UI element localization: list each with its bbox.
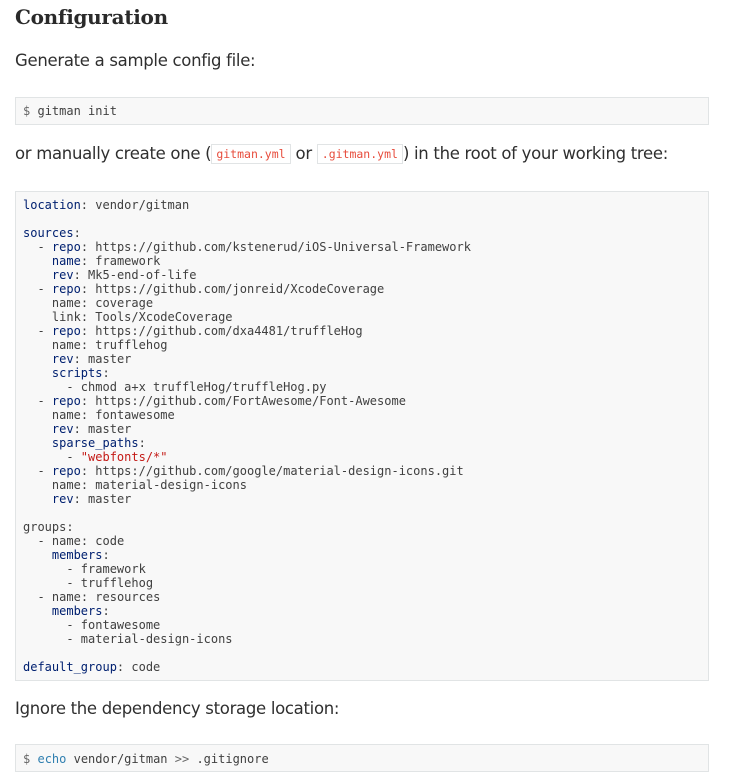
config-line — [23, 310, 701, 324]
manual-create-text — [15, 143, 668, 166]
config-line — [23, 618, 701, 632]
config-line — [23, 590, 701, 604]
config-line — [23, 296, 701, 310]
ignore-text: Ignore the dependency storage location: — [15, 699, 340, 718]
config-line — [23, 660, 701, 674]
config-line — [23, 436, 701, 450]
config-separator: : — [73, 492, 89, 506]
config-indent — [23, 478, 52, 492]
config-key: name — [51, 254, 81, 268]
config-indent — [23, 604, 52, 618]
config-indent: - — [23, 534, 52, 548]
config-key: sources — [23, 226, 74, 240]
config-line — [23, 520, 701, 534]
config-key: repo — [51, 464, 81, 478]
config-indent — [23, 338, 52, 352]
config-separator: : — [80, 394, 96, 408]
config-separator: : — [73, 226, 81, 240]
config-key: repo — [51, 324, 81, 338]
echo-builtin: echo — [37, 752, 67, 766]
config-separator: : — [80, 282, 96, 296]
config-line — [23, 352, 701, 366]
config-line — [23, 450, 701, 464]
config-indent: - — [23, 394, 52, 408]
config-value: "webfonts/*" — [80, 450, 168, 464]
config-value: master — [88, 492, 132, 506]
redirect-operator: >> — [174, 752, 190, 766]
shell-prompt: $ — [23, 752, 31, 766]
config-separator: : — [80, 324, 96, 338]
config-key: name — [51, 478, 81, 492]
config-key: rev — [51, 352, 74, 366]
config-key: name — [51, 296, 81, 310]
config-value: Mk5-end-of-life — [88, 268, 197, 282]
config-line — [23, 240, 701, 254]
config-line — [23, 464, 701, 478]
config-line — [23, 562, 701, 576]
config-separator: : — [102, 604, 110, 618]
config-indent: - — [23, 380, 81, 394]
config-value: master — [88, 352, 132, 366]
redirect-target: .gitignore — [196, 752, 269, 766]
config-indent — [23, 254, 52, 268]
intro-text: Generate a sample config file: — [15, 51, 256, 70]
config-indent: - — [23, 576, 81, 590]
config-value: vendor/gitman — [95, 198, 190, 212]
manual-text-before: or manually create one ( — [15, 144, 212, 163]
config-key: name — [51, 534, 81, 548]
config-separator: : — [66, 520, 74, 534]
config-value: code — [95, 534, 125, 548]
config-indent — [23, 296, 52, 310]
config-value: master — [88, 422, 132, 436]
config-value: chmod a+x truffleHog/truffleHog.py — [80, 380, 327, 394]
config-key: rev — [51, 268, 74, 282]
config-indent: - — [23, 618, 81, 632]
config-line — [23, 408, 701, 422]
config-value: code — [131, 660, 161, 674]
config-key: repo — [51, 240, 81, 254]
config-separator: : — [138, 436, 146, 450]
config-separator: : — [80, 198, 96, 212]
config-line — [23, 604, 701, 618]
config-line — [23, 548, 701, 562]
config-indent: - — [23, 324, 52, 338]
config-indent: - — [23, 464, 52, 478]
config-line — [23, 268, 701, 282]
config-value: https://github.com/dxa4481/truffleHog — [95, 324, 363, 338]
config-separator: : — [116, 660, 132, 674]
config-indent — [23, 436, 52, 450]
config-key: rev — [51, 492, 74, 506]
init-code-block — [15, 97, 709, 125]
config-line — [23, 366, 701, 380]
config-line — [23, 646, 701, 660]
config-indent — [23, 310, 52, 324]
config-value: trufflehog — [95, 338, 168, 352]
config-separator: : — [80, 254, 96, 268]
config-indent — [23, 422, 52, 436]
echo-args: vendor/gitman — [73, 752, 168, 766]
shell-prompt: $ — [23, 104, 31, 118]
config-line — [23, 338, 701, 352]
config-indent — [23, 366, 52, 380]
config-separator: : — [80, 338, 96, 352]
config-value: material-design-icons — [80, 632, 233, 646]
config-key: scripts — [51, 366, 103, 380]
config-line — [23, 282, 701, 296]
config-separator: : — [80, 464, 96, 478]
config-indent — [23, 352, 52, 366]
config-value: https://github.com/kstenerud/iOS-Universal-Framework — [95, 240, 471, 254]
config-line — [23, 254, 701, 268]
config-key: members — [51, 604, 103, 618]
config-line — [23, 576, 701, 590]
config-line — [23, 478, 701, 492]
config-line — [23, 492, 701, 506]
config-line — [23, 212, 701, 226]
config-key: rev — [51, 422, 74, 436]
config-value: https://github.com/FortAwesome/Font-Awesome — [95, 394, 406, 408]
config-separator: : — [80, 534, 96, 548]
ignore-code-block — [15, 744, 709, 772]
inline-code-dot-gitman-yml: .gitman.yml — [317, 144, 403, 164]
config-key: repo — [51, 394, 81, 408]
config-line — [23, 534, 701, 548]
inline-code-gitman-yml: gitman.yml — [211, 144, 290, 164]
config-key: name — [51, 408, 81, 422]
manual-text-after: ) in the root of your working tree: — [402, 144, 668, 163]
config-separator: : — [80, 296, 96, 310]
config-separator: : — [73, 352, 89, 366]
config-indent — [23, 492, 52, 506]
config-separator: : — [80, 310, 96, 324]
page-heading: Configuration — [15, 5, 168, 29]
config-line — [23, 226, 701, 240]
config-line — [23, 394, 701, 408]
config-key: groups — [23, 520, 67, 534]
config-separator: : — [80, 590, 96, 604]
config-key: sparse_paths — [51, 436, 139, 450]
config-key: members — [51, 548, 103, 562]
config-value: https://github.com/google/material-design-icons.git — [95, 464, 464, 478]
init-command: gitman init — [37, 104, 117, 118]
config-indent — [23, 408, 52, 422]
config-separator: : — [80, 408, 96, 422]
config-separator: : — [80, 478, 96, 492]
config-value: material-design-icons — [95, 478, 247, 492]
config-value: framework — [80, 562, 146, 576]
config-indent — [23, 268, 52, 282]
config-line — [23, 198, 701, 212]
config-value: trufflehog — [80, 576, 154, 590]
config-key: name — [51, 590, 81, 604]
config-indent: - — [23, 282, 52, 296]
config-key: repo — [51, 282, 81, 296]
config-line — [23, 422, 701, 436]
config-separator: : — [102, 548, 110, 562]
config-separator: : — [102, 366, 110, 380]
config-value: fontawesome — [80, 618, 161, 632]
config-key: default_group — [23, 660, 117, 674]
config-value: Tools/XcodeCoverage — [95, 310, 233, 324]
config-indent: - — [23, 562, 81, 576]
config-indent: - — [23, 240, 52, 254]
config-indent: - — [23, 450, 81, 464]
config-line — [23, 506, 701, 520]
config-separator: : — [73, 422, 89, 436]
config-value: resources — [95, 590, 161, 604]
config-separator: : — [73, 268, 89, 282]
config-line — [23, 380, 701, 394]
config-key: location — [23, 198, 81, 212]
config-value: fontawesome — [95, 408, 175, 422]
config-indent — [23, 548, 52, 562]
config-indent: - — [23, 590, 52, 604]
config-separator: : — [80, 240, 96, 254]
config-indent: - — [23, 632, 81, 646]
config-value: framework — [95, 254, 161, 268]
config-key: link — [51, 310, 81, 324]
config-value: https://github.com/jonreid/XcodeCoverage — [95, 282, 385, 296]
config-code-block — [15, 191, 709, 681]
config-value: coverage — [95, 296, 154, 310]
config-key: name — [51, 338, 81, 352]
manual-text-or: or — [295, 144, 312, 163]
config-line — [23, 632, 701, 646]
config-line — [23, 324, 701, 338]
